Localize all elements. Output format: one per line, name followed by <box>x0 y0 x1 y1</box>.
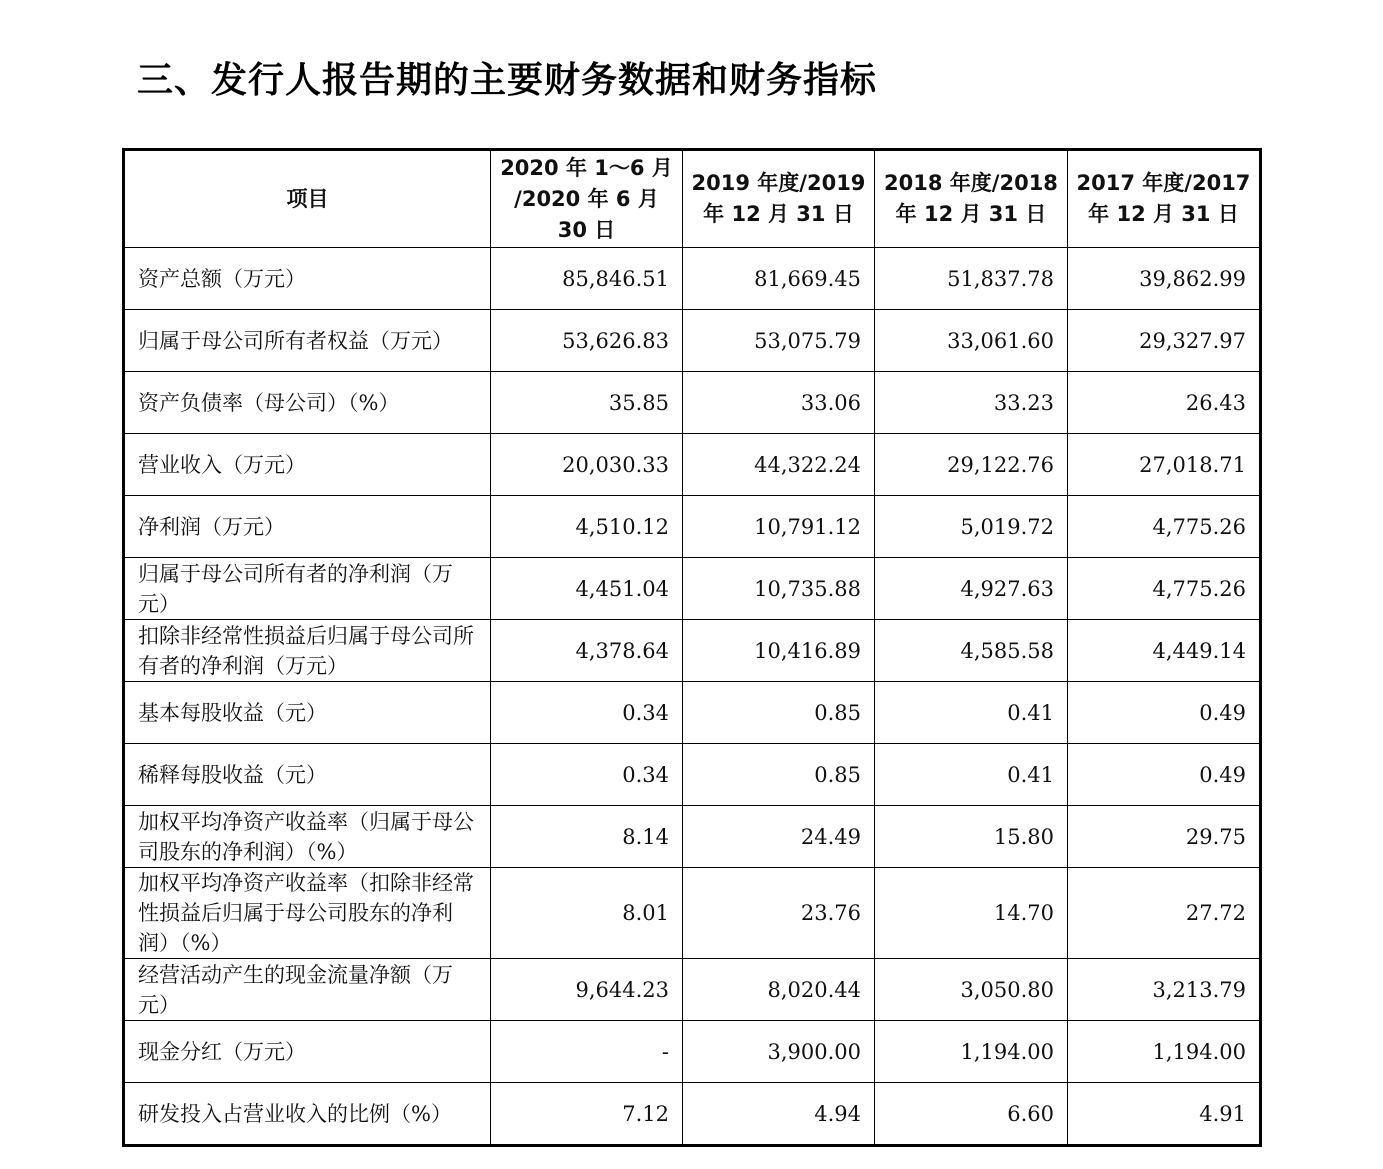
table-row <box>124 959 1261 1021</box>
cell-value: 0.85 <box>683 682 875 744</box>
table-row <box>124 868 1261 959</box>
row-label: 经营活动产生的现金流量净额（万元） <box>124 959 491 1021</box>
cell-value: 35.85 <box>491 372 683 434</box>
table-row <box>124 496 1261 558</box>
financial-data-table <box>122 148 1262 1147</box>
table-row <box>124 434 1261 496</box>
cell-value: 27,018.71 <box>1068 434 1261 496</box>
cell-value: 10,735.88 <box>683 558 875 620</box>
header-2020h1: 2020 年 1～6 月 /2020 年 6 月 30 日 <box>491 150 683 248</box>
row-label: 归属于母公司所有者的净利润（万元） <box>124 558 491 620</box>
cell-value: 29,122.76 <box>875 434 1068 496</box>
row-label: 资产负债率（母公司）（%） <box>124 372 491 434</box>
cell-value: 9,644.23 <box>491 959 683 1021</box>
table-row <box>124 1083 1261 1146</box>
cell-value: 33,061.60 <box>875 310 1068 372</box>
table-row <box>124 682 1261 744</box>
cell-value: 8,020.44 <box>683 959 875 1021</box>
cell-value: 85,846.51 <box>491 248 683 310</box>
cell-value: 10,416.89 <box>683 620 875 682</box>
cell-value: 53,075.79 <box>683 310 875 372</box>
cell-value: 10,791.12 <box>683 496 875 558</box>
cell-value: 81,669.45 <box>683 248 875 310</box>
table-row <box>124 558 1261 620</box>
cell-value: 1,194.00 <box>875 1021 1068 1083</box>
row-label: 营业收入（万元） <box>124 434 491 496</box>
cell-value: 53,626.83 <box>491 310 683 372</box>
cell-value: 4,449.14 <box>1068 620 1261 682</box>
cell-value: 0.49 <box>1068 744 1261 806</box>
cell-value: 4,451.04 <box>491 558 683 620</box>
cell-value: 24.49 <box>683 806 875 868</box>
cell-value: 4,378.64 <box>491 620 683 682</box>
cell-value: 23.76 <box>683 868 875 959</box>
cell-value: 0.41 <box>875 682 1068 744</box>
cell-value: 4.94 <box>683 1083 875 1146</box>
cell-value: 6.60 <box>875 1083 1068 1146</box>
page-title: 三、发行人报告期的主要财务数据和财务指标 <box>137 60 878 101</box>
row-label: 归属于母公司所有者权益（万元） <box>124 310 491 372</box>
header-2018: 2018 年度/2018 年 12 月 31 日 <box>875 150 1068 248</box>
header-2019: 2019 年度/2019 年 12 月 31 日 <box>683 150 875 248</box>
cell-value: 4.91 <box>1068 1083 1261 1146</box>
row-label: 加权平均净资产收益率（归属于母公司股东的净利润）（%） <box>124 806 491 868</box>
cell-value: 29.75 <box>1068 806 1261 868</box>
row-label: 扣除非经常性损益后归属于母公司所有者的净利润（万元） <box>124 620 491 682</box>
header-item: 项目 <box>124 150 491 248</box>
cell-value: 0.34 <box>491 744 683 806</box>
cell-value: 33.23 <box>875 372 1068 434</box>
table-row <box>124 248 1261 310</box>
cell-value: 3,050.80 <box>875 959 1068 1021</box>
cell-value: 3,900.00 <box>683 1021 875 1083</box>
row-label: 稀释每股收益（元） <box>124 744 491 806</box>
cell-value: 5,019.72 <box>875 496 1068 558</box>
table-row <box>124 806 1261 868</box>
cell-value: 4,510.12 <box>491 496 683 558</box>
cell-value: 0.85 <box>683 744 875 806</box>
table-row <box>124 310 1261 372</box>
row-label: 资产总额（万元） <box>124 248 491 310</box>
row-label: 加权平均净资产收益率（扣除非经常性损益后归属于母公司股东的净利润）（%） <box>124 868 491 959</box>
cell-value: 15.80 <box>875 806 1068 868</box>
cell-value: 0.49 <box>1068 682 1261 744</box>
cell-value: 39,862.99 <box>1068 248 1261 310</box>
cell-value: 1,194.00 <box>1068 1021 1261 1083</box>
cell-value: 51,837.78 <box>875 248 1068 310</box>
row-label: 研发投入占营业收入的比例（%） <box>124 1083 491 1146</box>
header-2017: 2017 年度/2017 年 12 月 31 日 <box>1068 150 1261 248</box>
cell-value: 26.43 <box>1068 372 1261 434</box>
table-row <box>124 372 1261 434</box>
cell-value: 33.06 <box>683 372 875 434</box>
header-row <box>124 150 1261 248</box>
cell-value: 8.01 <box>491 868 683 959</box>
cell-value: 20,030.33 <box>491 434 683 496</box>
row-label: 净利润（万元） <box>124 496 491 558</box>
table-row <box>124 744 1261 806</box>
cell-value: 0.41 <box>875 744 1068 806</box>
cell-value: 7.12 <box>491 1083 683 1146</box>
table-row <box>124 1021 1261 1083</box>
cell-value: 14.70 <box>875 868 1068 959</box>
cell-value: 29,327.97 <box>1068 310 1261 372</box>
cell-value: 4,927.63 <box>875 558 1068 620</box>
cell-value: 4,775.26 <box>1068 558 1261 620</box>
cell-value: 44,322.24 <box>683 434 875 496</box>
table-row <box>124 620 1261 682</box>
cell-value: 27.72 <box>1068 868 1261 959</box>
cell-value: 0.34 <box>491 682 683 744</box>
cell-value: 8.14 <box>491 806 683 868</box>
cell-value: 3,213.79 <box>1068 959 1261 1021</box>
cell-value: - <box>491 1021 683 1083</box>
row-label: 基本每股收益（元） <box>124 682 491 744</box>
cell-value: 4,775.26 <box>1068 496 1261 558</box>
row-label: 现金分红（万元） <box>124 1021 491 1083</box>
cell-value: 4,585.58 <box>875 620 1068 682</box>
